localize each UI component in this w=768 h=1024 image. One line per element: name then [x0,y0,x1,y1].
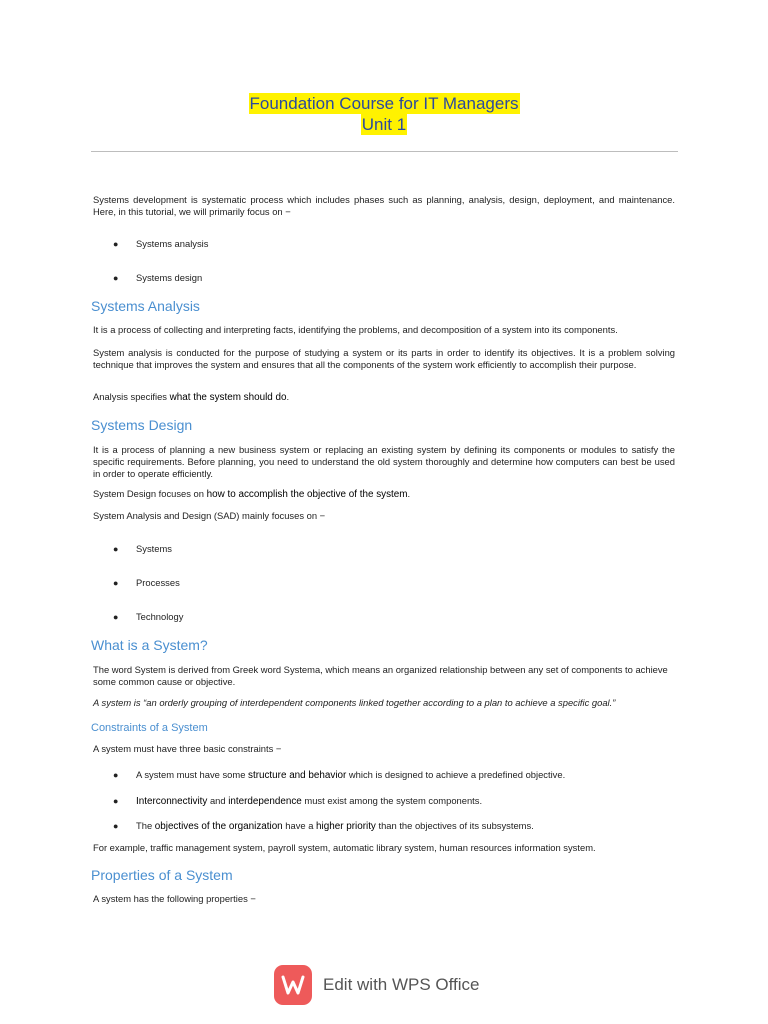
emphasis-text: Interconnectivity [136,796,208,807]
bullet-icon: ● [113,821,119,831]
paragraph: A system must have three basic constraints − [93,743,282,754]
subsection-heading-constraints: Constraints of a System [91,722,208,734]
text-segment: than the objectives of its subsystems. [375,820,534,831]
list-item-text: Processes [136,577,180,588]
list-item-text [136,769,565,782]
text-segment: A system must have some [136,769,249,780]
paragraph [93,488,675,501]
intro-paragraph: Systems development is systematic process which includes phases such as planning, analysis, design, deployment, and maintenance. Here, in this tutorial, we will primarily focus on − [93,194,675,217]
text-segment: . [286,391,290,402]
paragraph: It is a process of planning a new business system or replacing an existing system by defining its components or modules to satisfy the specific requirements. Before planning, you need to understand the old system thoroughly and determine how computers can best be used in order to operate efficiently. [93,444,675,479]
section-heading-systems-analysis: Systems Analysis [91,298,200,314]
paragraph: The word System is derived from Greek word Systema, which means an organized relationship between any set of components to achieve some common cause or objective. [93,664,668,687]
text-segment: Analysis specifies [93,391,170,402]
title-divider [91,151,678,152]
text-segment: must exist among the system components. [301,795,483,806]
paragraph: For example, traffic management system, payroll system, automatic library system, human resources information system. [93,842,596,853]
wps-label: Edit with WPS Office [323,975,480,994]
title-line-1: Foundation Course for IT Managers [249,94,519,113]
document-title [0,93,768,135]
emphasis-text: interdependence [228,796,302,807]
paragraph [93,391,675,404]
list-item-text: Systems design [136,272,203,283]
bullet-icon: ● [113,544,119,554]
text-segment: have a [282,820,317,831]
list-item-text [136,795,482,808]
section-heading-properties: Properties of a System [91,867,233,883]
list-item-text [136,820,534,833]
bullet-icon: ● [113,239,119,249]
bullet-icon: ● [113,273,119,283]
definition-quote: A system is “an orderly grouping of interdependent components linked together according to a plan to achieve a specific goal.” [93,697,616,708]
text-segment: The [136,820,155,831]
bullet-icon: ● [113,796,119,806]
edit-with-wps-button[interactable] [274,965,504,1005]
title-line-2: Unit 1 [361,115,407,134]
emphasis-text: what the system should do [169,392,287,403]
text-segment: which is designed to achieve a predefined objective. [346,769,566,780]
list-item-text: Systems [136,543,172,554]
text-segment: . [407,488,411,499]
emphasis-text: objectives of the organization [154,821,283,832]
wps-logo-icon [274,965,312,1005]
paragraph: It is a process of collecting and interpreting facts, identifying the problems, and decomposition of a system into its components. [93,324,618,335]
list-item-text: Systems analysis [136,238,209,249]
emphasis-text: higher priority [316,821,376,832]
text-segment: System Design focuses on [93,488,207,499]
bullet-icon: ● [113,770,119,780]
bullet-icon: ● [113,612,119,622]
emphasis-text: how to accomplish the objective of the system [206,489,408,500]
paragraph: A system has the following properties − [93,893,256,904]
section-heading-systems-design: Systems Design [91,417,193,433]
list-item-text: Technology [136,611,184,622]
paragraph: System analysis is conducted for the purpose of studying a system or its parts in order to identify its objectives. It is a problem solving technique that improves the system and ensures that all the components of the system work efficiently to accomplish their purpose. [93,347,675,370]
bullet-icon: ● [113,578,119,588]
text-segment: and [207,795,229,806]
section-heading-what-is-a-system: What is a System? [91,637,208,653]
emphasis-text: structure and behavior [248,770,347,781]
paragraph: System Analysis and Design (SAD) mainly focuses on − [93,510,326,521]
